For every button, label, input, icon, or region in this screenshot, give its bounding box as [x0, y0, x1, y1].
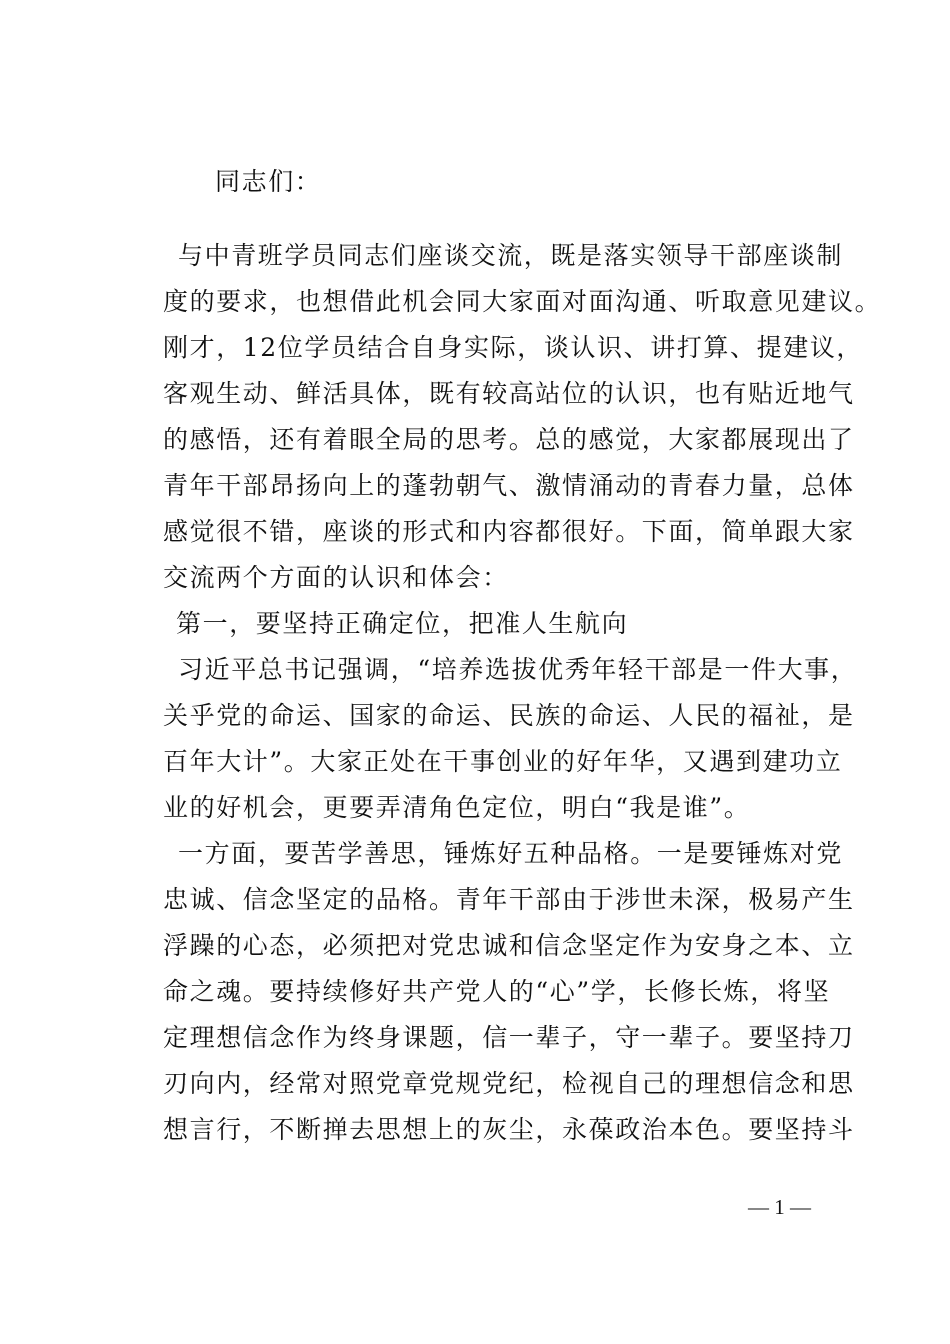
paragraph-line: 的感悟，还有着眼全局的思考。总的感觉，大家都展现出了 — [163, 425, 855, 454]
paragraph-line: 与中青班学员同志们座谈交流，既是落实领导干部座谈制 — [178, 241, 844, 270]
paragraph-line: 百年大计”。大家正处在干事创业的好年华，又遇到建功立 — [163, 747, 843, 776]
paragraph-line: 刃向内，经常对照党章党规党纪，检视自己的理想信念和思 — [163, 1069, 855, 1098]
paragraph-line: 业的好机会，更要弄清角色定位，明白“我是谁”。 — [163, 793, 751, 822]
paragraph-line: 一方面，要苦学善思，锤炼好五种品格。一是要锤炼对党 — [178, 839, 844, 868]
salutation: 同志们： — [215, 167, 322, 196]
paragraph-line: 青年干部昂扬向上的蓬勃朝气、激情涌动的青春力量，总体 — [163, 471, 855, 500]
paragraph-line: 刚才，12位学员结合自身实际，谈认识、讲打算、提建议， — [163, 333, 864, 362]
paragraph-line: 想言行，不断掸去思想上的灰尘，永葆政治本色。要坚持斗 — [163, 1115, 855, 1144]
paragraph-line: 客观生动、鲜活具体，既有较高站位的认识，也有贴近地气 — [163, 379, 855, 408]
paragraph-line: 浮躁的心态，必须把对党忠诚和信念坚定作为安身之本、立 — [163, 931, 855, 960]
page-number: — 1 — — [748, 1195, 811, 1219]
paragraph-line: 定理想信念作为终身课题，信一辈子，守一辈子。要坚持刀 — [163, 1023, 855, 1052]
section-heading: 第一，要坚持正确定位，把准人生航向 — [176, 609, 629, 638]
paragraph-line: 关乎党的命运、国家的命运、民族的命运、人民的福祉，是 — [163, 701, 855, 730]
paragraph-line: 命之魂。要持续修好共产党人的“心”学，长修长炼，将坚 — [163, 977, 831, 1006]
paragraph-line: 感觉很不错，座谈的形式和内容都很好。下面，简单跟大家 — [163, 517, 855, 546]
paragraph-line: 习近平总书记强调，“培养选拔优秀年轻干部是一件大事， — [178, 655, 858, 684]
paragraph-line: 度的要求，也想借此机会同大家面对面沟通、听取意见建议。 — [163, 287, 882, 316]
paragraph-line: 交流两个方面的认识和体会： — [163, 563, 509, 592]
paragraph-line: 忠诚、信念坚定的品格。青年干部由于涉世未深，极易产生 — [163, 885, 855, 914]
